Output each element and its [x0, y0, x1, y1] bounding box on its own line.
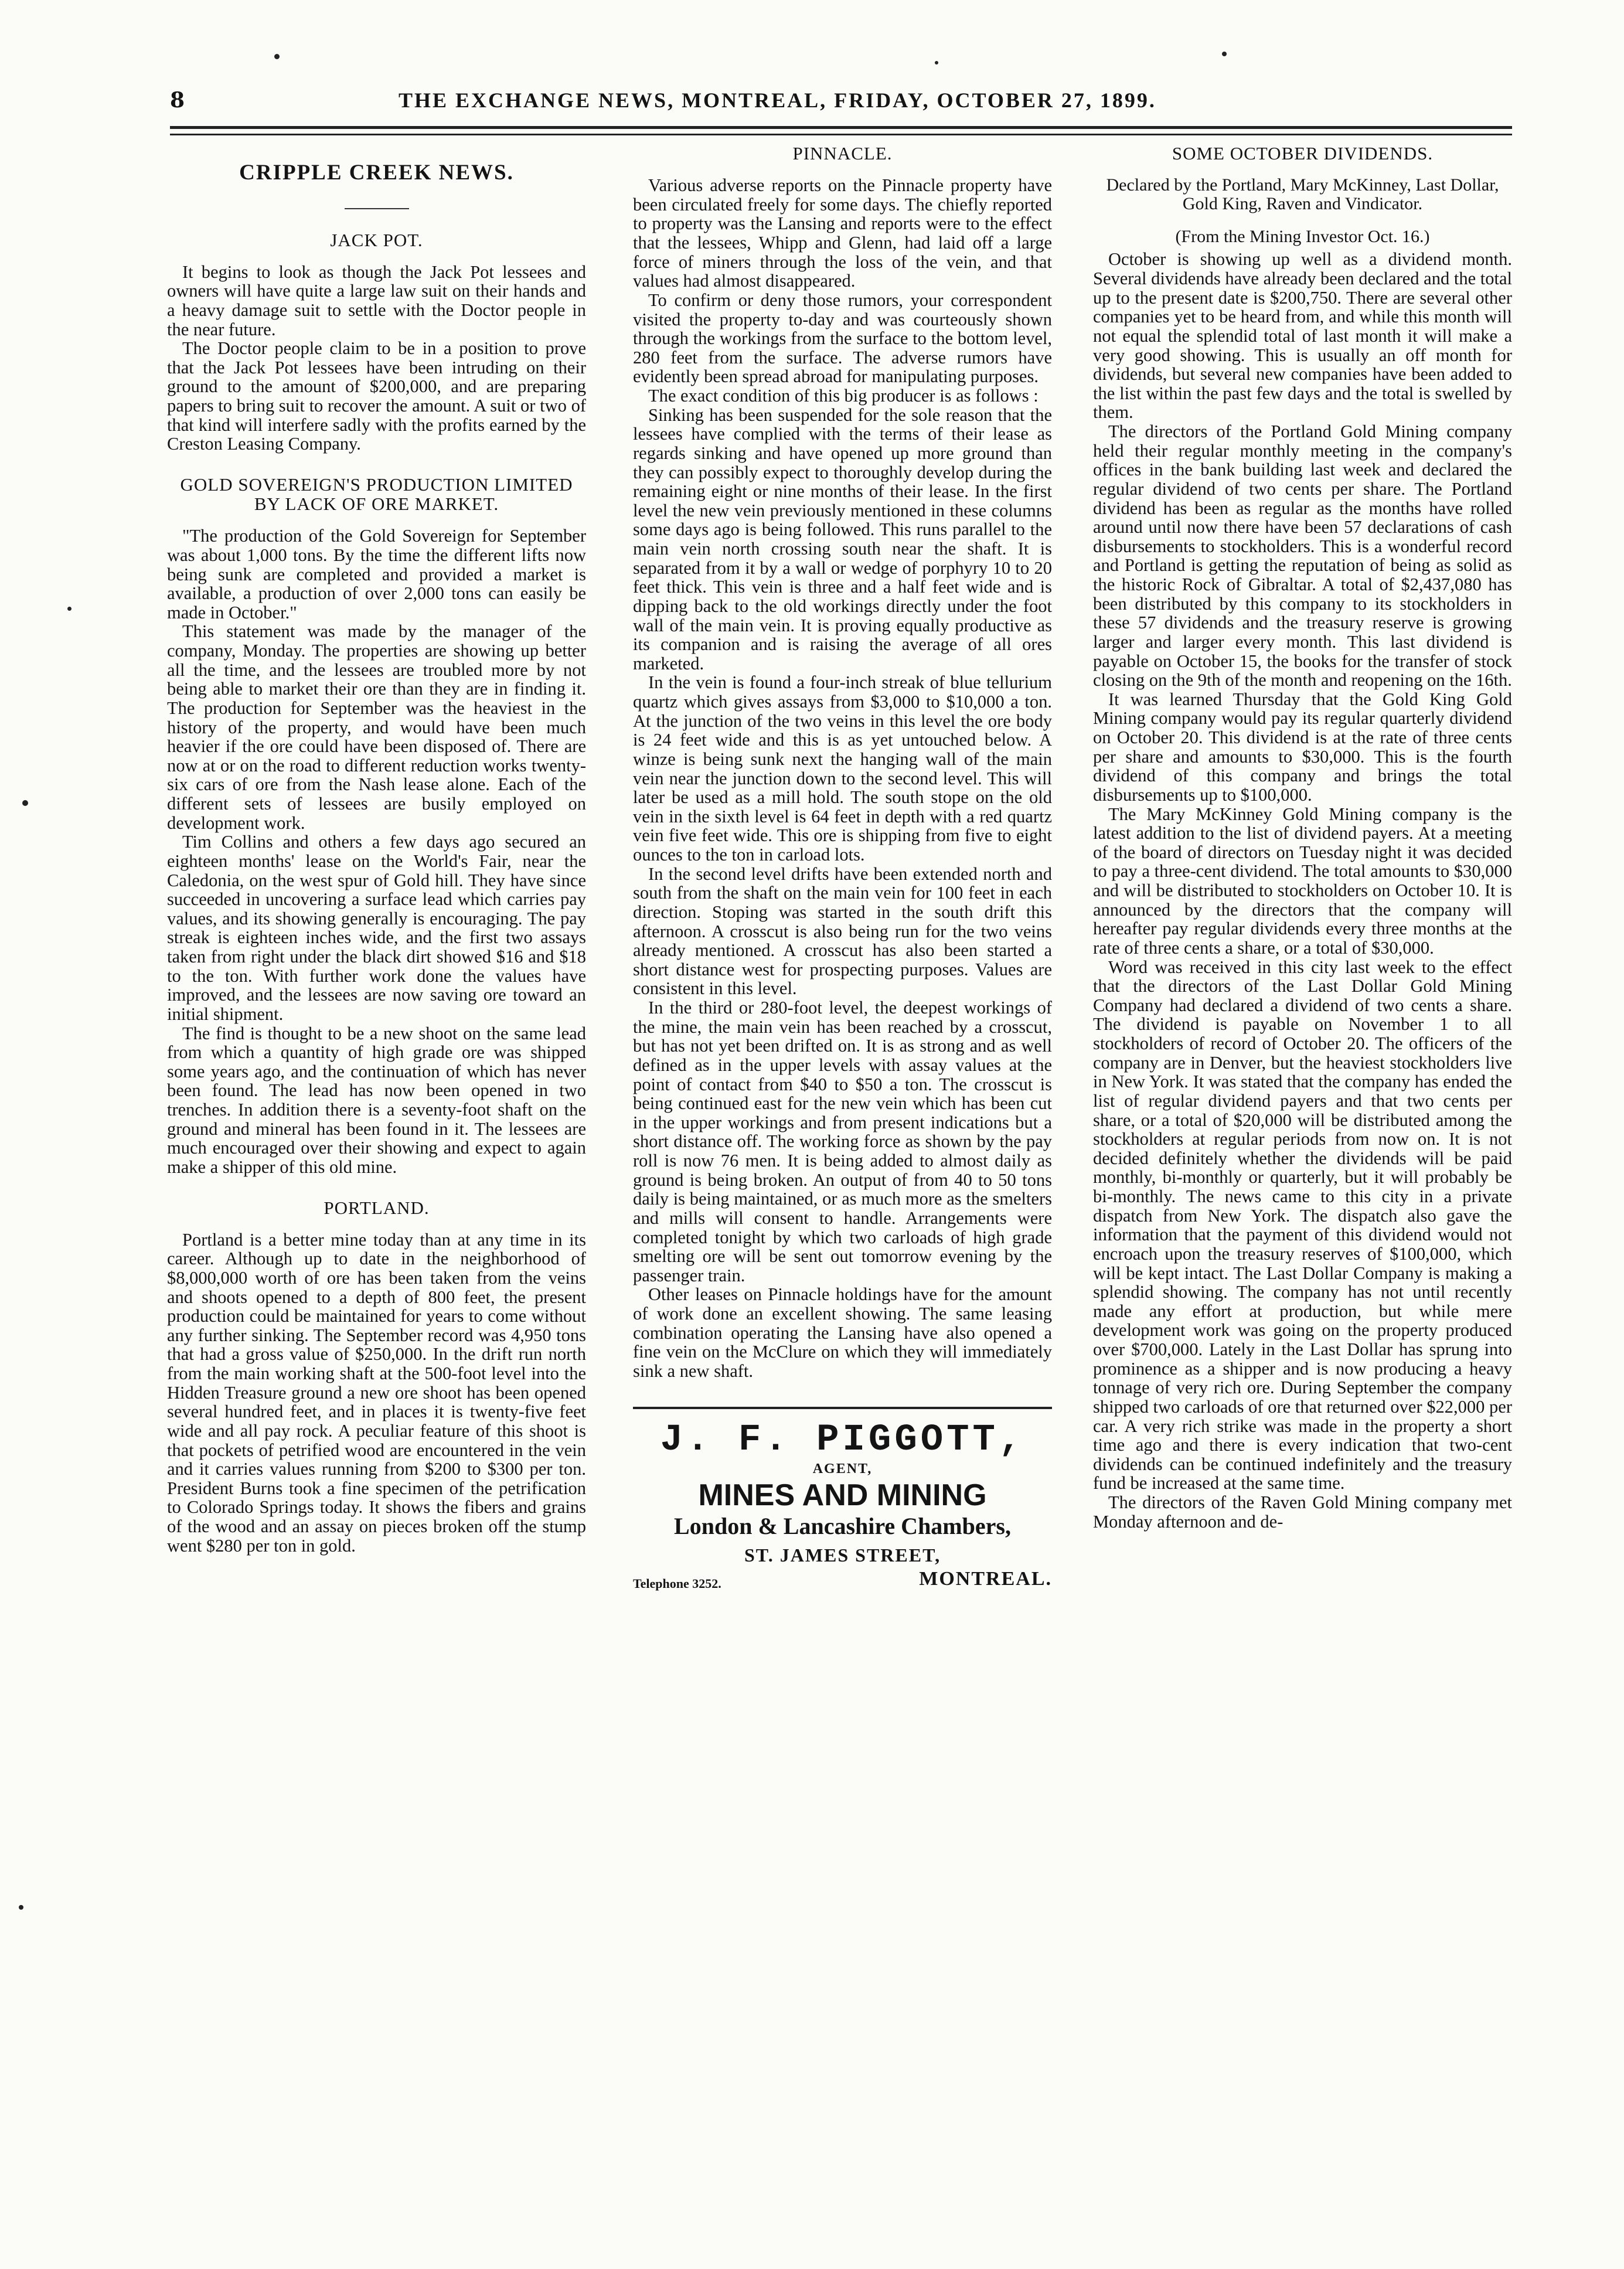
paragraph: The directors of the Raven Gold Mining company met Monday afternoon and de- [1093, 1492, 1512, 1532]
paragraph: October is showing up well as a dividend month. Several dividends have already been declared and the total up to the present date is $200,750. There are several other companies yet to be heard from, and while this month will not equal the splendid total of last month it will make a very good showing. This is usually an off month for dividends, but several new companies have been added to the list within the past few days and the total is swelled by them. [1093, 249, 1512, 423]
article-heading-gold-sovereign: GOLD SOVEREIGN'S PRODUCTION LIMITED BY LACK OF ORE MARKET. [180, 474, 573, 515]
article-heading-pinnacle: PINNACLE. [792, 144, 893, 164]
article-heading-dividends: SOME OCTOBER DIVIDENDS. [1172, 144, 1434, 164]
paragraph: In the second level drifts have been extended north and south from the shaft on the main vein for 100 feet in each direction. Stoping was started in the south drift this afternoon. A crosscut is also being run for the two veins already mentioned. A crosscut has also been started a short distance west for prospecting purposes. Values are consistent in this level. [633, 863, 1052, 999]
ad-agent: AGENT, [812, 1461, 873, 1477]
title-divider [345, 208, 409, 209]
scan-speck [274, 54, 280, 59]
paragraph: The find is thought to be a new shoot on the same lead from which a quantity of high grade ore was shipped some years ago, and the continuation of which has never been found. The lead has now been opened in two trenches. In addition there is a seventy-foot shaft on the ground and mineral has been found in it. The lessees are much encouraged over their showing and expect to again make a shipper of this old mine. [167, 1023, 586, 1177]
scan-speck [935, 61, 938, 64]
paragraph: To confirm or deny those rumors, your correspondent visited the property to-day and was courteously shown through the workings from the surface to the bottom level, 280 feet from the surface. The adverse rumors have evidently been spread abroad for manipulating purposes. [633, 290, 1052, 387]
ad-footer [633, 1569, 1052, 1591]
scan-speck [19, 1905, 23, 1910]
ad-name: J. F. PIGGOTT, [660, 1418, 1025, 1461]
scan-speck [1222, 52, 1227, 56]
ad-telephone: Telephone 3252. [633, 1576, 721, 1591]
article-subheading: Declared by the Portland, Mary McKinney, Last Dollar, Gold King, Raven and Vindicator. [1106, 175, 1499, 214]
section-title: CRIPPLE CREEK NEWS. [239, 161, 514, 185]
article-heading-jack-pot: JACK POT. [330, 229, 423, 250]
article-source: (From the Mining Investor Oct. 16.) [1175, 227, 1430, 247]
page-header [0, 88, 1624, 117]
ad-city: MONTREAL. [919, 1568, 1052, 1590]
paragraph: In the vein is found a four-inch streak of blue tellurium quartz which gives assays from $3,000 to $10,000 a ton. At the junction of the two veins in this level the ore body is 24 feet wide and this is as yet untouched below. A winze is being sunk next the hanging wall of the main vein near the junction down to the second level. This will later be used as a mill hold. The south stope on the old vein in the sixth level is 64 feet in depth with a red quartz vein five feet wide. This ore is shipping from five to eight ounces to the ton in carload lots. [633, 672, 1052, 865]
advertisement-piggott [633, 1407, 1052, 1591]
ad-street: ST. JAMES STREET, [744, 1545, 941, 1566]
paragraph: The directors of the Portland Gold Mining company held their regular monthly meeting in the company's offices in the bank building last week and declared the regular dividend of two cents per share. The Portland dividend has been as regular as the months have rolled around until now there have been 57 declarations of cash disbursements to stockholders. This is a wonderful record and Portland is getting the reputation of being as solid as the historic Rock of Gibraltar. A total of $2,437,080 has been distributed by this company to its stockholders in these 57 dividends and the treasury reserve is growing larger and larger every month. This last dividend is payable on October 15, the books for the transfer of stock closing on the 9th of the month and reopening on the 16th. [1093, 421, 1512, 690]
column-cripple-creek [167, 144, 586, 2125]
paragraph: It begins to look as though the Jack Pot lessees and owners will have quite a large law suit on their hands and a heavy damage suit to settle with the Doctor people in the near future. [167, 261, 586, 339]
masthead: THE EXCHANGE NEWS, MONTREAL, FRIDAY, OCTOBER 27, 1899. [399, 89, 1156, 112]
page-number: 8 [170, 88, 185, 113]
scan-speck [22, 800, 28, 806]
article-heading-portland: PORTLAND. [324, 1197, 430, 1218]
paragraph: Various adverse reports on the Pinnacle property have been circulated freely for some days. The chiefly reported to property was the Lansing and reports were to the effect that the lessees, Whipp and Glenn, had laid off a large force of miners through the loss of the vein, and that values had almost disappeared. [633, 175, 1052, 291]
ad-chambers: London & Lancashire Chambers, [674, 1513, 1011, 1540]
paragraph: The exact condition of this big producer is as follows : [648, 386, 1039, 406]
column-october-dividends [1093, 144, 1512, 2125]
ad-mines-and-mining: MINES AND MINING [698, 1478, 987, 1512]
paragraph: The Mary McKinney Gold Mining company is the latest addition to the list of dividend payers. At a meeting of the board of directors on Tuesday night it was decided to pay a three-cent dividend. The total amounts to $30,000 and will be distributed to stockholders on October 10. It is announced by the directors that the company will hereafter pay regular dividends every three months at the rate of three cents a share, or a total of $30,000. [1093, 804, 1512, 958]
paragraph: This statement was made by the manager of the company, Monday. The properties are showing up better all the time, and the lessees are troubled more by not being able to market their ore than they are in finding it. The production for September was the heaviest in the history of the property, and would have been much heavier if the ore could have been disposed of. There are now at or on the road to different reduction works twenty-six cars of ore from the Nash lease alone. Each of the different sets of lessees are busily employed on development work. [167, 621, 586, 833]
paragraph: The Doctor people claim to be in a position to prove that the Jack Pot lessees have been intruding on their ground to the amount of $200,000, and are preparing papers to bring suit to recover the amount. A suit or two of that kind will interfere sadly with the profits earned by the Creston Leasing Company. [167, 338, 586, 454]
scan-speck [67, 607, 72, 611]
header-rule-thick [170, 126, 1512, 129]
paragraph: Portland is a better mine today than at any time in its career. Although up to date in the neighborhood of $8,000,000 worth of ore has been taken from the veins and shoots opened to a depth of 800 feet, the present production could be maintained for years to come without any further sinking. The September record was 4,950 tons that had a gross value of $250,000. In the drift run north from the main working shaft at the 500-foot level into the Hidden Treasure ground a new ore shoot has been opened several hundred feet, and in places it is twenty-five feet wide and all pay rock. A peculiar feature of this shoot is that pockets of petrified wood are encountered in the vein and it carries values running from $200 to $300 per ton. President Burns took a fine specimen of the petrification to Colorado Springs today. It shows the fibers and grains of the wood and an assay on pieces broken off the stump went $280 per ton in gold. [167, 1229, 586, 1556]
paragraph: "The production of the Gold Sovereign for September was about 1,000 tons. By the time the different lifts now being sunk are completed and provided a market is available, a production of over 2,000 tons can easily be made in October." [167, 526, 586, 622]
paragraph: It was learned Thursday that the Gold King Gold Mining company would pay its regular quarterly dividend on October 20. This dividend is at the rate of three cents per share and amounts to $30,000. This is the fourth dividend of this company and brings the total disbursements up to $100,000. [1093, 689, 1512, 805]
paragraph: Sinking has been suspended for the sole reason that the lessees have complied with the terms of their lease as regards sinking and have opened up more ground than they can possibly expect to thoroughly develop during the remaining eight or nine months of their lease. In the first level the new vein previously mentioned in these columns some days ago is being followed. This runs parallel to the main vein north crossing south near the shaft. It is separated from it by a wall or wedge of porphyry 10 to 20 feet thick. This vein is three and a half feet wide and is dipping back to the old workings directly under the foot wall of the main vein. It is proving equally productive as its companion and is raising the average of all ores marketed. [633, 404, 1052, 673]
paragraph: Other leases on Pinnacle holdings have for the amount of work done an excellent showing. The same leasing combination operating the Lansing have also opened a fine vein on the McClure on which they will immediately sink a new shaft. [633, 1284, 1052, 1381]
paragraph: In the third or 280-foot level, the deepest workings of the mine, the main vein has been reached by a crosscut, but has not yet been drifted on. It is as strong and as well defined as in the upper levels with assay values at the point of contact from $40 to $50 a ton. The crosscut is being continued east for the new vein which has been cut in the upper workings and from present indications but a short distance off. The working force as shown by the pay roll is now 76 men. It is being added to almost daily as ground is being broken. An output of from 40 to 50 tons daily is being maintained, or as much more as the smelters and mills will consent to handle. Arrangements were completed tonight by which two carloads of high grade smelting ore will be sent out tomorrow evening by the passenger train. [633, 998, 1052, 1285]
paragraph: Word was received in this city last week to the effect that the directors of the Last Dollar Gold Mining Company had declared a dividend of two cents a share. The dividend is payable on November 1 to all stockholders of record of October 20. The officers of the company are in Denver, but the heaviest stockholders live in New York. It was stated that the company has ended the list of regular dividend payers and that two cents per share, or a total of $20,000 will be distributed among the stockholders at regular periods from now on. It is not decided definitely whether the dividends will be paid monthly, bi-monthly or quarterly, but it will probably be bi-monthly. The news came to this city in a private dispatch from New York. The dispatch also gave the information that the payment of this dividend would not encroach upon the treasury reserves of $100,000, which will be kept intact. The Last Dollar Company is making a splendid showing. The company has not until recently made any effort at production, but while mere development work was going on the property produced over $700,000. Lately in the Last Dollar has sprung into prominence as a shipper and is now producing a heavy tonnage of very rich ore. During September the company shipped two carloads of ore that returned over $22,000 per car. A very rich strike was made in the property a short time ago and there is every indication that two-cent dividends can be continued indefinitely and the treasury fund be increased at the same time. [1093, 957, 1512, 1494]
paragraph: Tim Collins and others a few days ago secured an eighteen months' lease on the World's Fair, near the Caledonia, on the west spur of Gold hill. They have since succeeded in uncovering a surface lead which carries pay values, and its showing generally is encouraging. The pay streak is eighteen inches wide, and the first two assays taken from right under the black dirt showed $16 and $18 to the ton. With further work done the values have improved, and the lessees are now saving ore toward an initial shipment. [167, 832, 586, 1024]
column-pinnacle [633, 144, 1052, 2125]
header-rule-thin [170, 134, 1512, 135]
